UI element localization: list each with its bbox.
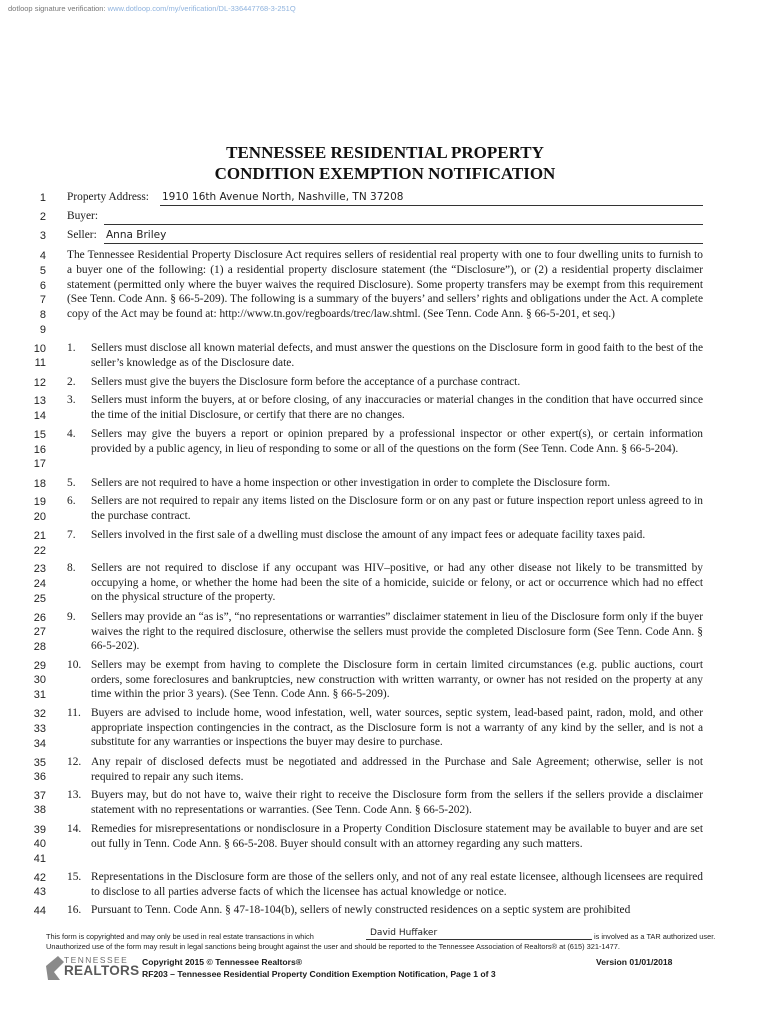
line-number: 34 [33, 738, 46, 750]
line-number: 31 [33, 689, 46, 701]
item-number: 4. [67, 428, 76, 440]
line-number: 39 [33, 824, 46, 836]
item-text: Remedies for misrepresentations or nondisclosure in a Property Condition Disclosure statement may be available to buyer and are set out fully in Tenn. Code Ann. § 66-5-208. Buyer should consult with an attorney regarding any such matters. [91, 823, 703, 850]
line-number: 11 [34, 357, 46, 369]
line-number: 17 [33, 458, 46, 470]
line-number: 25 [33, 593, 46, 605]
item-text: Buyers are advised to include home, wood infestation, well, water sources, septic system, lead-based paint, radon, mold, and other appropriate inspection contingencies in the contract, as the Disclosure form is not a warranty of any kind by the seller, and is not a substitute for any warranties or inspections the buyer may desire to purchase. [91, 707, 703, 749]
line-number: 26 [33, 612, 46, 624]
line-number: 8 [39, 309, 46, 321]
line-number: 13 [33, 395, 46, 407]
line-number: 1 [39, 192, 46, 204]
line-number: 3 [39, 230, 46, 242]
line-number: 7 [39, 294, 46, 306]
item-number: 7. [67, 529, 76, 541]
line-number: 12 [33, 377, 46, 389]
property-address-value: 1910 16th Avenue North, Nashville, TN 37208 [162, 191, 404, 203]
line-number: 4 [39, 250, 46, 262]
line-number: 16 [33, 444, 46, 456]
line-number: 15 [33, 429, 46, 441]
line-number: 44 [33, 905, 46, 917]
line-number: 23 [33, 563, 46, 575]
logo-text-realtors: REALTORS [64, 963, 140, 978]
item-text: Buyers may, but do not have to, waive their right to receive the Disclosure form from the sellers if the sellers provide a disclaimer statement with no representations or warranties. (See Tenn. Code Ann. § 66-5-202). [91, 789, 703, 816]
version-label: Version 01/01/2018 [596, 957, 673, 967]
item-number: 6. [67, 495, 76, 507]
verification-label: dotloop signature verification: [8, 4, 106, 13]
line-number: 42 [33, 872, 46, 884]
line-number: 20 [33, 511, 46, 523]
line-number: 32 [33, 708, 46, 720]
tennessee-logo-mark [46, 956, 64, 980]
property-address-label: Property Address: [67, 191, 149, 203]
authorized-user-name: David Huffaker [370, 928, 438, 938]
item-number: 2. [67, 376, 76, 388]
buyer-field[interactable] [104, 211, 703, 225]
item-text: Sellers may give the buyers a report or opinion prepared by a professional inspector or other expert(s), or certain information provided by a public agency, in lieu of responding to some or all of the questions on the form (See Tenn. Code Ann. § 66-5-204). [91, 428, 703, 455]
item-text: Pursuant to Tenn. Code Ann. § 47-18-104(b), sellers of newly constructed residences on a septic system are prohibited [91, 904, 631, 916]
item-number: 14. [67, 823, 82, 835]
line-number: 37 [33, 790, 46, 802]
item-text: Sellers may be exempt from having to complete the Disclosure form in certain limited circumstances (e.g. public auctions, court orders, some foreclosures and bankruptcies, new construction with written warranty, or owner has not resided on the property at any time within the prior 3 years). (See Tenn. Code Ann. § 66-5-209). [91, 659, 703, 701]
line-number: 5 [39, 265, 46, 277]
item-number: 16. [67, 904, 82, 916]
item-number: 1. [67, 342, 76, 354]
logo-text-tennessee: TENNESSEE [64, 955, 129, 965]
line-number: 6 [39, 280, 46, 292]
item-number: 5. [67, 477, 76, 489]
line-number: 21 [33, 530, 46, 542]
line-number: 38 [33, 804, 46, 816]
item-text: Sellers must inform the buyers, at or before closing, of any inaccuracies or material changes in the condition that have occurred since the time of the initial Disclosure, or certify that there are no changes. [91, 394, 703, 421]
item-number: 9. [67, 611, 76, 623]
document-title [0, 142, 770, 184]
item-number: 12. [67, 756, 82, 768]
line-number: 10 [33, 343, 46, 355]
form-id-line: RF203 – Tennessee Residential Property Condition Exemption Notification, Page 1 of 3 [142, 969, 496, 979]
unauthorized-use-notice: Unauthorized use of the form may result in legal sanctions being brought against the user and should be reported to the Tennessee Association of Realtors® at (615) 321-1477. [46, 942, 620, 951]
item-text: Sellers must give the buyers the Disclosure form before the acceptance of a purchase contract. [91, 376, 521, 388]
verification-link[interactable]: www.dotloop.com/my/verification/DL-336447768-3-251Q [107, 4, 296, 13]
line-number: 9 [39, 324, 46, 336]
seller-field[interactable] [104, 230, 703, 244]
line-number: 40 [33, 838, 46, 850]
line-number: 30 [33, 674, 46, 686]
line-number: 27 [33, 626, 46, 638]
item-text: Sellers must disclose all known material defects, and must answer the questions on the Disclosure form in good faith to the best of the seller’s knowledge as of the Disclosure date. [91, 342, 703, 369]
line-number: 43 [33, 886, 46, 898]
title-line-1: TENNESSEE RESIDENTIAL PROPERTY [226, 143, 544, 162]
item-text: Sellers are not required to have a home inspection or other investigation in order to complete the Disclosure form. [91, 477, 611, 489]
item-number: 15. [67, 871, 82, 883]
line-number: 14 [33, 410, 46, 422]
line-number: 41 [33, 853, 46, 865]
item-number: 11. [67, 707, 81, 719]
line-number: 19 [33, 496, 46, 508]
copyright-notice-end: is involved as a TAR authorized user. [594, 932, 716, 941]
line-number: 18 [33, 478, 46, 490]
line-number: 24 [33, 578, 46, 590]
item-text: Sellers may provide an “as is”, “no representations or warranties” disclaimer statement in lieu of the Disclosure form only if the buyer waives the right to the required disclosure, otherwise the sellers must provide the completed Disclosure form (See Tenn. Code Ann. § 66-5-202). [91, 611, 703, 653]
intro-paragraph: The Tennessee Residential Property Disclosure Act requires sellers of residential real property with one to four dwelling units to furnish to a buyer one of the following: (1) a residential property disclosure statement (the “Disclosure”), or (2) a residential property disclaimer statement (permitted only where the buyer waives the required Disclosure). Some property transfers may be exempt from this requirement (See Tenn. Code Ann. § 66-5-209). The following is a summary of the buyers’ and sellers’ rights and obligations under the Act. A complete copy of the Act may be found at: http://www.tn.gov/regboards/trec/law.shtml. (See Tenn. Code Ann. § 66-5-201, et seq.) [67, 249, 703, 321]
item-number: 10. [67, 659, 82, 671]
line-number: 22 [33, 545, 46, 557]
copyright-line: Copyright 2015 © Tennessee Realtors® [142, 957, 303, 967]
dotloop-verification [8, 4, 296, 13]
item-number: 3. [67, 394, 76, 406]
copyright-notice: This form is copyrighted and may only be used in real estate transactions in which [46, 932, 314, 941]
line-number: 28 [33, 641, 46, 653]
line-number: 33 [33, 723, 46, 735]
seller-value: Anna Briley [106, 229, 167, 241]
line-number: 35 [33, 757, 46, 769]
line-number: 36 [33, 771, 46, 783]
item-number: 13. [67, 789, 82, 801]
line-number: 2 [39, 211, 46, 223]
item-text: Sellers are not required to disclose if any occupant was HIV–positive, or had any other disease not likely to be transmitted by occupying a home, or whether the home had been the site of a homicide, suicide or felony, or act or occurrence which had no effect on the physical structure of the property. [91, 562, 703, 604]
seller-label: Seller: [67, 229, 97, 241]
item-number: 8. [67, 562, 76, 574]
title-line-2: CONDITION EXEMPTION NOTIFICATION [214, 164, 556, 183]
item-text: Any repair of disclosed defects must be negotiated and addressed in the Purchase and Sale Agreement; otherwise, seller is not required to repair any such items. [91, 756, 703, 783]
item-text: Sellers involved in the first sale of a dwelling must disclose the amount of any impact fees or adequate facility taxes paid. [91, 529, 646, 541]
buyer-label: Buyer: [67, 210, 99, 222]
item-text: Sellers are not required to repair any items listed on the Disclosure form or on any past or future inspection report unless agreed to in the purchase contract. [91, 495, 703, 522]
line-number: 29 [33, 660, 46, 672]
item-text: Representations in the Disclosure form are those of the sellers only, and not of any real estate licensee, although licensees are required to disclose to all parties adverse facts of which the licensee has actual knowledge or notice. [91, 871, 703, 898]
